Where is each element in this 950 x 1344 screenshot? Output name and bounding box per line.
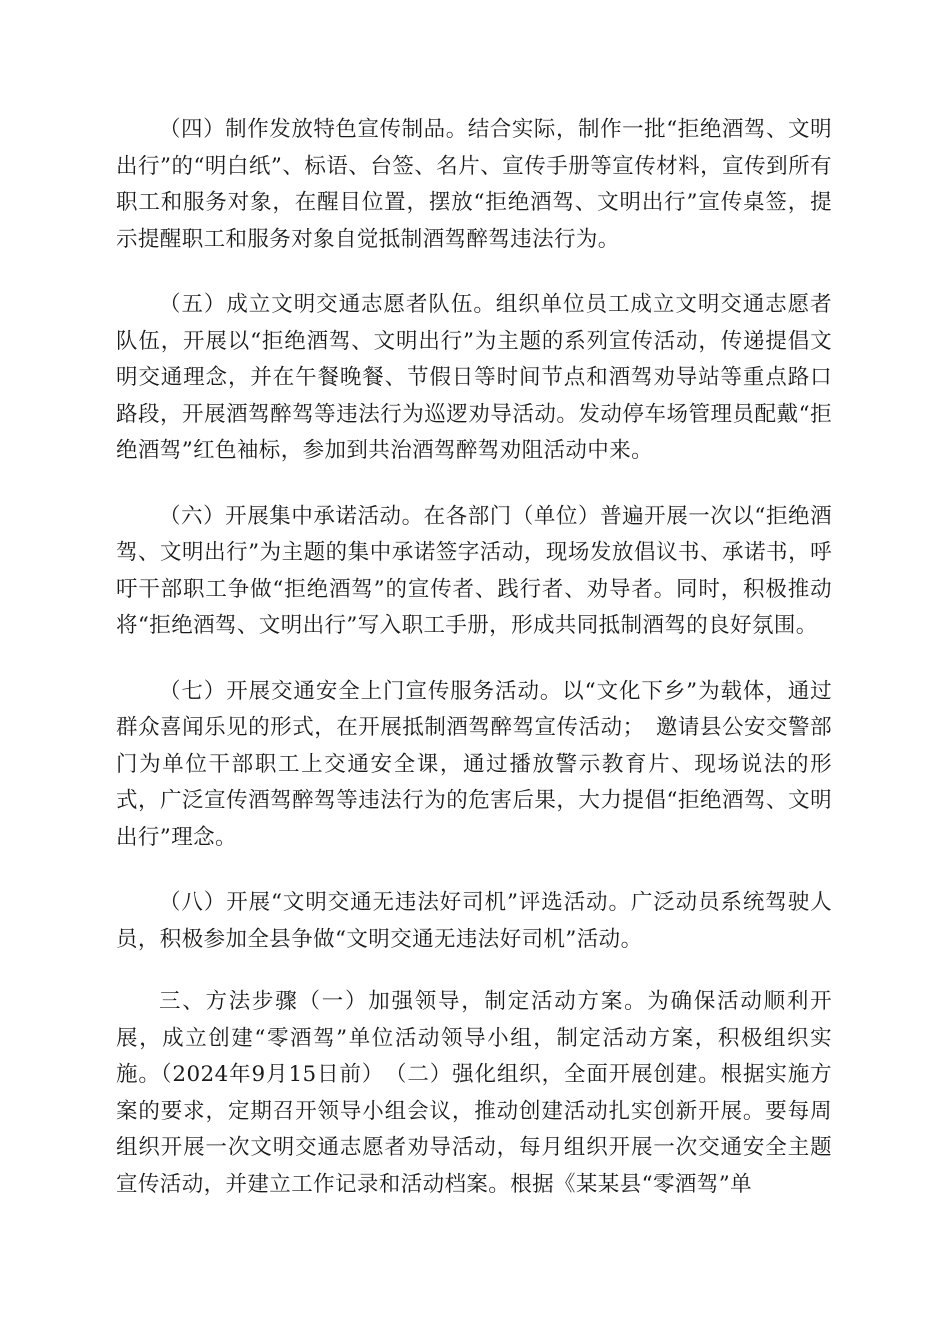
- paragraph-4-promo-materials: （四）制作发放特色宣传制品。结合实际，制作一批“拒绝酒驾、文明出行”的“明白纸”、标语、台签、名片、宣传手册等宣传材料，宣传到所有职工和服务对象，在醒目位置，摆放“拒绝酒驾、文明出行”宣传桌签，提示提醒职工和服务对象自觉抵制酒驾醉驾违法行为。: [116, 117, 832, 252]
- document-body: [116, 112, 832, 1203]
- paragraph-7-safety-outreach: （七）开展交通安全上门宣传服务活动。以“文化下乡”为载体，通过群众喜闻乐见的形式，在开展抵制酒驾醉驾宣传活动； 邀请县公安交警部门为单位干部职工上交通安全课，通过播放警示教育片、现场说法的形式，广泛宣传酒驾醉驾等违法行为的危害后果，大力提倡“拒绝酒驾、文明出行”理念。: [116, 678, 832, 850]
- paragraph-6-pledge-activity: （六）开展集中承诺活动。在各部门（单位）普遍开展一次以“拒绝酒驾、文明出行”为主题的集中承诺签字活动，现场发放倡议书、承诺书，呼吁干部职工争做“拒绝酒驾”的宣传者、践行者、劝导者。同时，积极推动将“拒绝酒驾、文明出行”写入职工手册，形成共同抵制酒驾的良好氛围。: [116, 503, 832, 638]
- paragraph-5-volunteer-team: （五）成立文明交通志愿者队伍。组织单位员工成立文明交通志愿者队伍，开展以“拒绝酒驾、文明出行”为主题的系列宣传活动，传递提倡文明交通理念，并在午餐晚餐、节假日等时间节点和酒驾劝导站等重点路口路段，开展酒驾醉驾等违法行为巡逻劝导活动。发动停车场管理员配戴“拒绝酒驾”红色袖标，参加到共治酒驾醉驾劝阻活动中来。: [116, 292, 832, 463]
- paragraph-8-good-driver-selection: （八）开展“文明交通无违法好司机”评选活动。广泛动员系统驾驶人员，积极参加全县争做“文明交通无违法好司机”活动。: [116, 890, 832, 952]
- paragraph-methods-steps: 三、方法步骤（一）加强领导，制定活动方案。为确保活动顺利开展，成立创建“零酒驾”单位活动领导小组，制定活动方案，积极组织实施。（2024年9月15日前） （二）强化组织，全面开展创建。根据实施方案的要求，定期召开领导小组会议，推动创建活动扎实创新开展。要每周组织开展一次文明交通志愿者劝导活动，每月组织开展一次交通安全主题宣传活动，并建立工作记录和活动档案。根据《某某县“零酒驾”单: [116, 989, 832, 1197]
